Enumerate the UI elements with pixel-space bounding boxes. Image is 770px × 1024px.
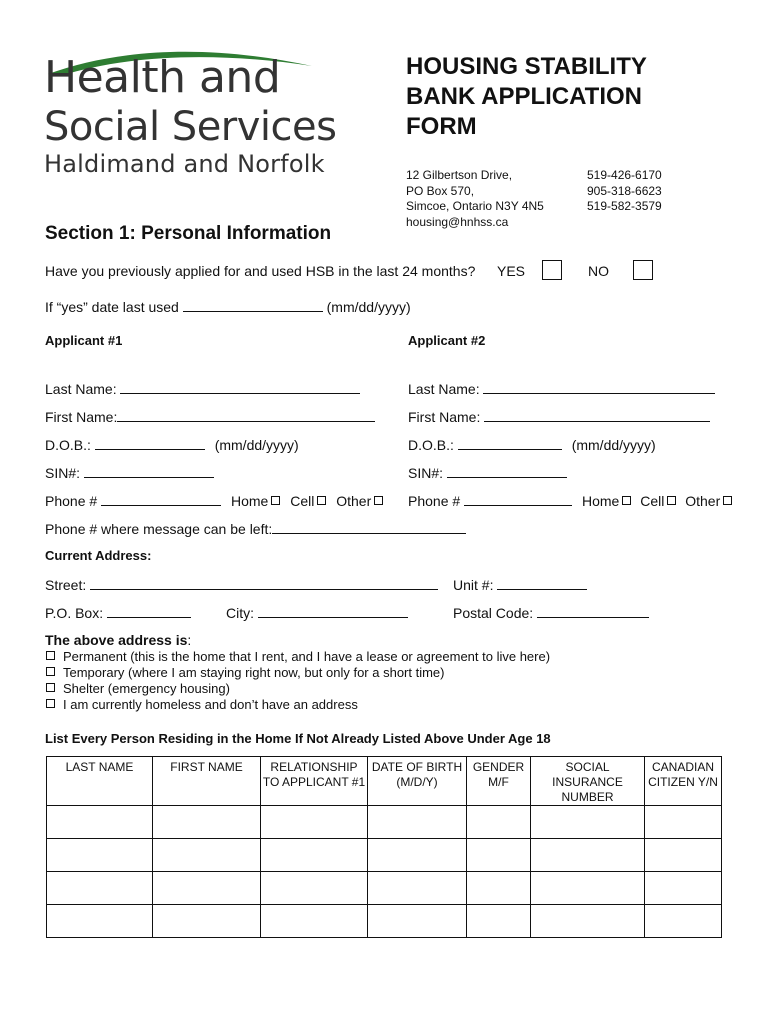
city-row: City: bbox=[226, 604, 408, 621]
applicant2-dob-field[interactable] bbox=[458, 436, 562, 450]
table-cell[interactable] bbox=[47, 839, 153, 872]
table-row bbox=[47, 839, 722, 872]
col-gender: GENDER M/F bbox=[467, 757, 531, 806]
checkbox[interactable] bbox=[46, 699, 55, 708]
street-row: Street: bbox=[45, 576, 438, 593]
applicant2-cell-checkbox[interactable] bbox=[667, 496, 676, 505]
applicant2-last-name-row: Last Name: bbox=[408, 380, 715, 397]
address-option-permanent[interactable]: Permanent (this is the home that I rent, and I have a lease or agreement to live here) bbox=[46, 649, 550, 664]
applicant2-home-checkbox[interactable] bbox=[622, 496, 631, 505]
logo-line-3: Haldimand and Norfolk bbox=[44, 150, 325, 178]
message-phone-row: Phone # where message can be left: bbox=[45, 520, 466, 537]
table-cell[interactable] bbox=[467, 905, 531, 938]
applicant1-last-name-row: Last Name: bbox=[45, 380, 360, 397]
table-cell[interactable] bbox=[531, 839, 645, 872]
applicant2-phone-field[interactable] bbox=[464, 492, 572, 506]
table-cell[interactable] bbox=[153, 905, 261, 938]
col-last-name: LAST NAME bbox=[47, 757, 153, 806]
applicant1-cell-checkbox[interactable] bbox=[317, 496, 326, 505]
po-box-row: P.O. Box: bbox=[45, 604, 191, 621]
household-table bbox=[46, 756, 722, 938]
checkbox[interactable] bbox=[46, 651, 55, 660]
table-row bbox=[47, 905, 722, 938]
applicant1-dob-row: D.O.B.: (mm/dd/yyyy) bbox=[45, 437, 299, 453]
household-heading: List Every Person Residing in the Home If Not Already Listed Above Under Age 18 bbox=[45, 731, 551, 746]
applicant2-phone-row: Phone # Home Cell Other bbox=[408, 492, 732, 509]
table-cell[interactable] bbox=[47, 806, 153, 839]
office-phones: 519-426-6170 905-318-6623 519-582-3579 bbox=[587, 168, 662, 213]
checkbox[interactable] bbox=[46, 683, 55, 692]
message-phone-field[interactable] bbox=[272, 520, 466, 534]
applicant1-first-name-field[interactable] bbox=[117, 408, 375, 422]
table-cell[interactable] bbox=[531, 872, 645, 905]
checkbox[interactable] bbox=[46, 667, 55, 676]
applicant2-first-name-field[interactable] bbox=[484, 408, 710, 422]
table-cell[interactable] bbox=[368, 872, 467, 905]
applicant2-last-name-field[interactable] bbox=[483, 380, 715, 394]
form-title: HOUSING STABILITY BANK APPLICATION FORM bbox=[406, 53, 647, 140]
table-cell[interactable] bbox=[153, 806, 261, 839]
applicant1-last-name-field[interactable] bbox=[120, 380, 360, 394]
applicant1-sin-field[interactable] bbox=[84, 464, 214, 478]
unit-row: Unit #: bbox=[453, 576, 587, 593]
postal-code-row: Postal Code: bbox=[453, 604, 649, 621]
table-cell[interactable] bbox=[645, 839, 722, 872]
table-row bbox=[47, 806, 722, 839]
applicant2-heading: Applicant #2 bbox=[408, 333, 486, 348]
street-field[interactable] bbox=[90, 576, 438, 590]
address-option-shelter[interactable]: Shelter (emergency housing) bbox=[46, 681, 230, 696]
table-cell[interactable] bbox=[368, 905, 467, 938]
table-cell[interactable] bbox=[467, 806, 531, 839]
table-cell[interactable] bbox=[153, 872, 261, 905]
col-first-name: FIRST NAME bbox=[153, 757, 261, 806]
table-cell[interactable] bbox=[531, 806, 645, 839]
logo-line-1: Health and bbox=[44, 52, 281, 103]
applicant1-heading: Applicant #1 bbox=[45, 333, 123, 348]
prev-applied-question: Have you previously applied for and used HSB in the last 24 months? bbox=[45, 263, 476, 279]
col-citizen: CANADIAN CITIZEN Y/N bbox=[645, 757, 722, 806]
table-cell[interactable] bbox=[261, 839, 368, 872]
table-cell[interactable] bbox=[368, 839, 467, 872]
applicant2-first-name-row: First Name: bbox=[408, 408, 710, 425]
table-cell[interactable] bbox=[47, 905, 153, 938]
applicant1-dob-field[interactable] bbox=[95, 436, 205, 450]
no-label: NO bbox=[588, 263, 609, 279]
table-cell[interactable] bbox=[47, 872, 153, 905]
applicant1-other-checkbox[interactable] bbox=[374, 496, 383, 505]
section-heading: Section 1: Personal Information bbox=[45, 223, 332, 244]
office-address: 12 Gilbertson Drive, PO Box 570, Simcoe, Ontario N3Y 4N5 housing@hnhss.ca bbox=[406, 168, 544, 229]
col-dob: DATE OF BIRTH (M/D/Y) bbox=[368, 757, 467, 806]
table-cell[interactable] bbox=[467, 872, 531, 905]
table-header-row bbox=[47, 757, 722, 806]
applicant2-dob-row: D.O.B.: (mm/dd/yyyy) bbox=[408, 437, 656, 453]
table-cell[interactable] bbox=[261, 806, 368, 839]
po-box-field[interactable] bbox=[107, 604, 191, 618]
table-cell[interactable] bbox=[645, 806, 722, 839]
postal-code-field[interactable] bbox=[537, 604, 649, 618]
yes-checkbox[interactable] bbox=[542, 260, 562, 280]
table-cell[interactable] bbox=[261, 872, 368, 905]
logo-line-2: Social Services bbox=[44, 104, 337, 150]
no-checkbox[interactable] bbox=[633, 260, 653, 280]
table-cell[interactable] bbox=[645, 905, 722, 938]
address-type-heading: The above address is: bbox=[45, 632, 192, 648]
table-cell[interactable] bbox=[368, 806, 467, 839]
applicant1-phone-field[interactable] bbox=[101, 492, 221, 506]
table-cell[interactable] bbox=[261, 905, 368, 938]
applicant1-home-checkbox[interactable] bbox=[271, 496, 280, 505]
city-field[interactable] bbox=[258, 604, 408, 618]
table-cell[interactable] bbox=[153, 839, 261, 872]
date-last-used-row: If “yes” date last used (mm/dd/yyyy) bbox=[45, 299, 411, 315]
current-address-heading: Current Address: bbox=[45, 548, 152, 563]
table-cell[interactable] bbox=[645, 872, 722, 905]
yes-label: YES bbox=[497, 263, 526, 279]
applicant2-other-checkbox[interactable] bbox=[723, 496, 732, 505]
table-cell[interactable] bbox=[531, 905, 645, 938]
table-cell[interactable] bbox=[467, 839, 531, 872]
unit-field[interactable] bbox=[497, 576, 587, 590]
applicant2-sin-field[interactable] bbox=[447, 464, 567, 478]
applicant2-sin-row: SIN#: bbox=[408, 464, 567, 481]
address-option-temporary[interactable]: Temporary (where I am staying right now, but only for a short time) bbox=[46, 665, 445, 680]
applicant1-sin-row: SIN#: bbox=[45, 464, 214, 481]
date-last-used-field[interactable] bbox=[183, 298, 323, 312]
col-sin: SOCIAL INSURANCE NUMBER bbox=[531, 757, 645, 806]
applicant1-phone-row: Phone # Home Cell Other bbox=[45, 492, 383, 509]
col-relationship: RELATIONSHIP TO APPLICANT #1 bbox=[261, 757, 368, 806]
address-option-homeless[interactable]: I am currently homeless and don’t have an address bbox=[46, 697, 358, 712]
applicant1-first-name-row: First Name: bbox=[45, 408, 375, 425]
table-row bbox=[47, 872, 722, 905]
